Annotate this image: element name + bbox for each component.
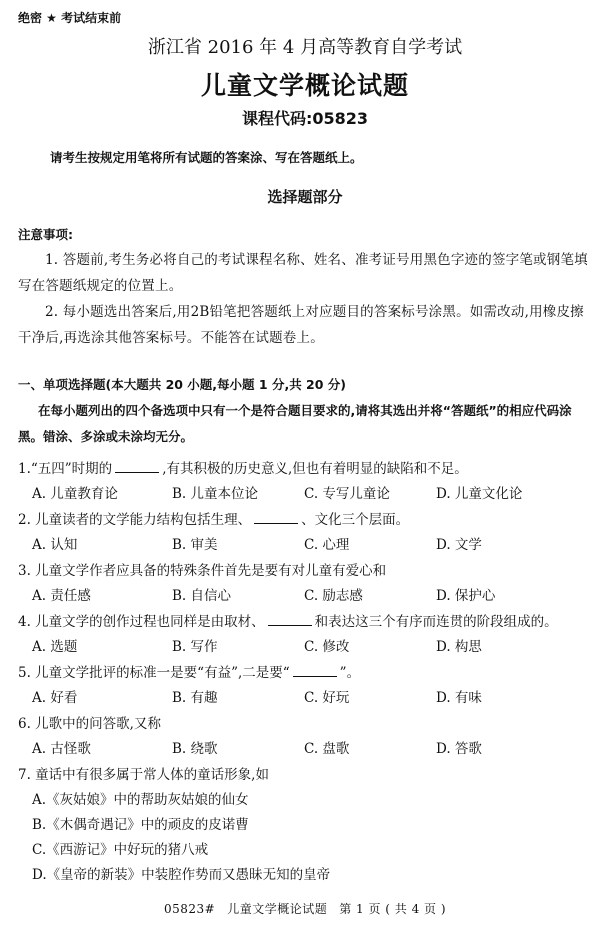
question-2-stem: 2. 儿童读者的文学能力结构包括生理、: [18, 512, 252, 528]
question-7: [18, 763, 269, 783]
question-4: [18, 610, 558, 630]
confidential-label: 绝密 ★ 考试结束前: [18, 11, 122, 25]
question-3-stem: 3. 儿童文学作者应具备的特殊条件首先是要有对儿童有爱心和: [18, 563, 387, 579]
answer-blank: [268, 612, 312, 627]
option-c: C. 盘歌: [304, 741, 350, 757]
answer-blank: [115, 459, 159, 474]
option-a: A. 儿童教育论: [32, 486, 118, 502]
paper-title: 儿童文学概论试题: [200, 71, 409, 100]
option-b: B. 绕歌: [172, 741, 218, 757]
question-5-stem-end: ”。: [339, 665, 361, 681]
exam-title: 浙江省 2016 年 4 月高等教育自学考试: [147, 37, 463, 58]
option-c: C. 好玩: [304, 690, 350, 706]
question-5-options: [32, 686, 592, 706]
footer-page: 第 1 页 ( 共 4 页 ): [339, 902, 447, 916]
question-1-options: [32, 482, 592, 502]
question-3: [18, 559, 386, 579]
option-a: A. 好看: [32, 690, 78, 706]
answer-blank: [254, 510, 298, 525]
question-4-stem: 4. 儿童文学的创作过程也同样是由取材、: [18, 614, 265, 630]
section-title: 一、单项选择题(本大题共 20 小题,每小题 1 分,共 20 分): [18, 377, 347, 392]
question-1: [18, 457, 468, 477]
question-5-stem: 5. 儿童文学批评的标准一是要“有益”,二是要“: [18, 665, 290, 681]
option-c: C. 专写儿童论: [304, 486, 390, 502]
question-5: [18, 661, 360, 681]
option-d: D. 保护心: [436, 588, 496, 604]
option-b: B. 自信心: [172, 588, 232, 604]
option-c: C.《西游记》中好玩的猪八戒: [32, 842, 209, 858]
footer-title: 儿童文学概论试题: [227, 902, 328, 916]
option-b: B. 儿童本位论: [172, 486, 259, 502]
question-2-stem-end: 、文化三个层面。: [301, 512, 410, 528]
option-c: C. 修改: [304, 639, 350, 655]
option-c: C. 励志感: [304, 588, 363, 604]
answer-blank: [293, 663, 337, 678]
question-7-stem: 7. 童话中有很多属于常人体的童话形象,如: [18, 767, 269, 783]
page-footer: [0, 900, 610, 917]
question-4-options: [32, 635, 592, 655]
note-item-1: 1. 答题前,考生务必将自己的考试课程名称、姓名、准考证号用黑色字迹的签字笔或钢笔填写在答题纸规定的位置上。: [18, 252, 588, 294]
notes-heading: 注意事项:: [18, 227, 73, 242]
option-b: B.《木偶奇遇记》中的顽皮的皮诺曹: [32, 817, 249, 833]
option-d: D. 有味: [436, 690, 482, 706]
question-6-stem: 6. 儿歌中的问答歌,又称: [18, 716, 161, 732]
option-a: A.《灰姑娘》中的帮助灰姑娘的仙女: [32, 792, 249, 808]
option-d: D. 文学: [436, 537, 482, 553]
question-1-stem: 1.“五四”时期的: [18, 461, 113, 477]
option-b: B. 有趣: [172, 690, 218, 706]
option-a: A. 认知: [32, 537, 78, 553]
section-description: 在每小题列出的四个备选项中只有一个是符合题目要求的,请将其选出并将“答题纸”的相应代码涂黑。错涂、多涂或未涂均无分。: [18, 403, 572, 444]
footer-code: 05823#: [163, 902, 216, 916]
answer-instruction: 请考生按规定用笔将所有试题的答案涂、写在答题纸上。: [50, 150, 363, 165]
note-item-2: 2. 每小题选出答案后,用2B铅笔把答题纸上对应题目的答案标号涂黑。如需改动,用橡皮擦干净后,再选涂其他答案标号。不能答在试题卷上。: [18, 304, 584, 346]
option-d: D. 构思: [436, 639, 482, 655]
option-d: D.《皇帝的新装》中装腔作势而又愚昧无知的皇帝: [32, 867, 331, 883]
option-c: C. 心理: [304, 537, 350, 553]
question-2: [18, 508, 409, 528]
option-d: D. 儿童文化论: [436, 486, 523, 502]
option-a: A. 责任感: [32, 588, 91, 604]
question-1-stem-end: ,有其积极的历史意义,但也有着明显的缺陷和不足。: [162, 461, 468, 477]
part-title: 选择题部分: [267, 188, 343, 206]
question-4-stem-end: 和表达这三个有序而连贯的阶段组成的。: [314, 614, 558, 630]
course-code: 课程代码:05823: [241, 109, 369, 128]
option-a: A. 选题: [32, 639, 78, 655]
option-d: D. 答歌: [436, 741, 482, 757]
question-2-options: [32, 533, 592, 553]
option-b: B. 审美: [172, 537, 218, 553]
question-6: [18, 712, 161, 732]
option-b: B. 写作: [172, 639, 218, 655]
question-6-options: [32, 737, 592, 757]
question-3-options: [32, 584, 592, 604]
option-a: A. 古怪歌: [32, 741, 91, 757]
